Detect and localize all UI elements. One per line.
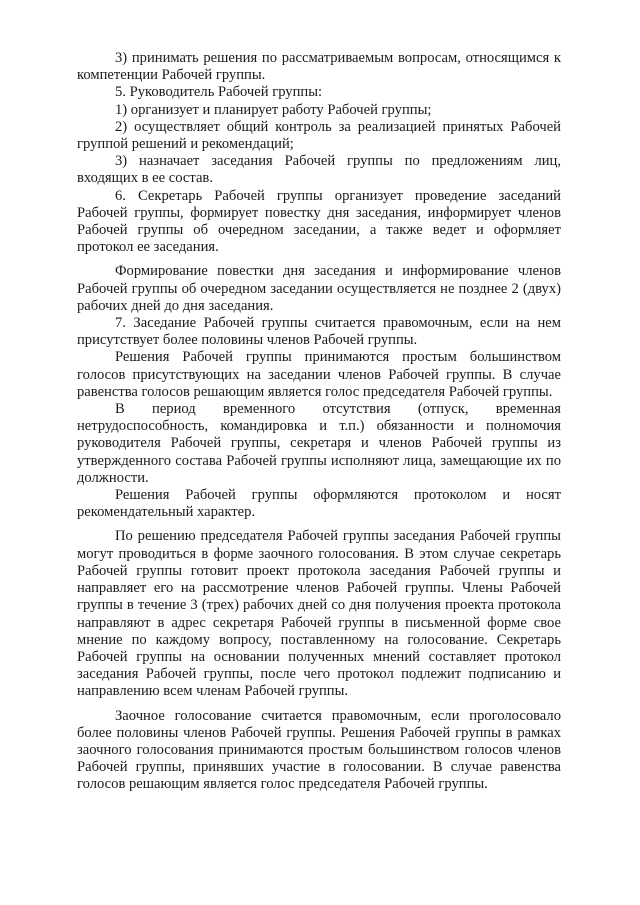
paragraph-section-5: 5. Руководитель Рабочей группы: [115, 84, 323, 101]
document-page [77, 50, 561, 794]
paragraph-item-1: 1) организует и планирует работу Рабочей группы; [115, 101, 432, 118]
paragraph-absence: В период временного отсутствия (отпуск, временная нетрудоспособность, командировка и т.п.) обязанности и полномочия руководителя Рабочей группы, секретаря и членов Рабочей группы из утвержденного состава Рабочей группы исполняют лица, замещающие их по должности. [77, 401, 561, 486]
paragraph-item-2: 2) осуществляет общий контроль за реализацией принятых Рабочей группой решений и рекомендаций; [77, 118, 561, 153]
paragraph-item-3b: 3) назначает заседания Рабочей группы по предложениям лиц, входящих в ее состав. [77, 153, 561, 187]
paragraph-protocol: Решения Рабочей группы оформляются протоколом и носят рекомендательный характер. [77, 487, 561, 521]
paragraph-section-7: 7. Заседание Рабочей группы считается правомочным, если на нем присутствует более половины членов Рабочей группы. [77, 315, 561, 349]
paragraph-absentee-quorum: Заочное голосование считается правомочным, если проголосовало более половины членов Рабочей группы. Решения Рабочей группы в рамках заочного голосования принимаются простым большинством голосов членов Рабочей группы, принявших участие в голосовании. В случае равенства голосов решающим является голос председателя Рабочей группы. [77, 707, 561, 793]
paragraph-agenda: Формирование повестки дня заседания и информирование членов Рабочей группы об очередном заседании осуществляется не позднее 2 (двух) рабочих дней до дня заседания. [77, 263, 561, 314]
paragraph-item-3: 3) принимать решения по рассматриваемым вопросам, относящимся к компетенции Рабочей группы. [77, 50, 561, 84]
paragraph-absentee-voting: По решению председателя Рабочей группы заседания Рабочей группы могут проводиться в форме заочного голосования. В этом случае секретарь Рабочей группы готовит проект протокола заседания Рабочей группы и направляет его на рассмотрение членов Рабочей группы. Члены Рабочей группы в течение 3 (трех) рабочих дней со дня получения проекта протокола направляют в адрес секретаря Рабочей группы в письменной форме свое мнение по каждому вопросу, поставленному на голосование. Секретарь Рабочей группы на основании полученных мнений составляет протокол заседания Рабочей группы, после чего протокол подлежит подписанию и направлению всем членам Рабочей группы. [77, 528, 561, 700]
paragraph-decisions: Решения Рабочей группы принимаются простым большинством голосов присутствующих на заседании членов Рабочей группы. В случае равенства голосов решающим является голос председателя Рабочей группы. [77, 349, 561, 400]
paragraph-section-6: 6. Секретарь Рабочей группы организует проведение заседаний Рабочей группы, формирует повестку дня заседания, информирует членов Рабочей группы об очередном заседании, а также ведет и оформляет протокол ее заседания. [77, 187, 561, 256]
